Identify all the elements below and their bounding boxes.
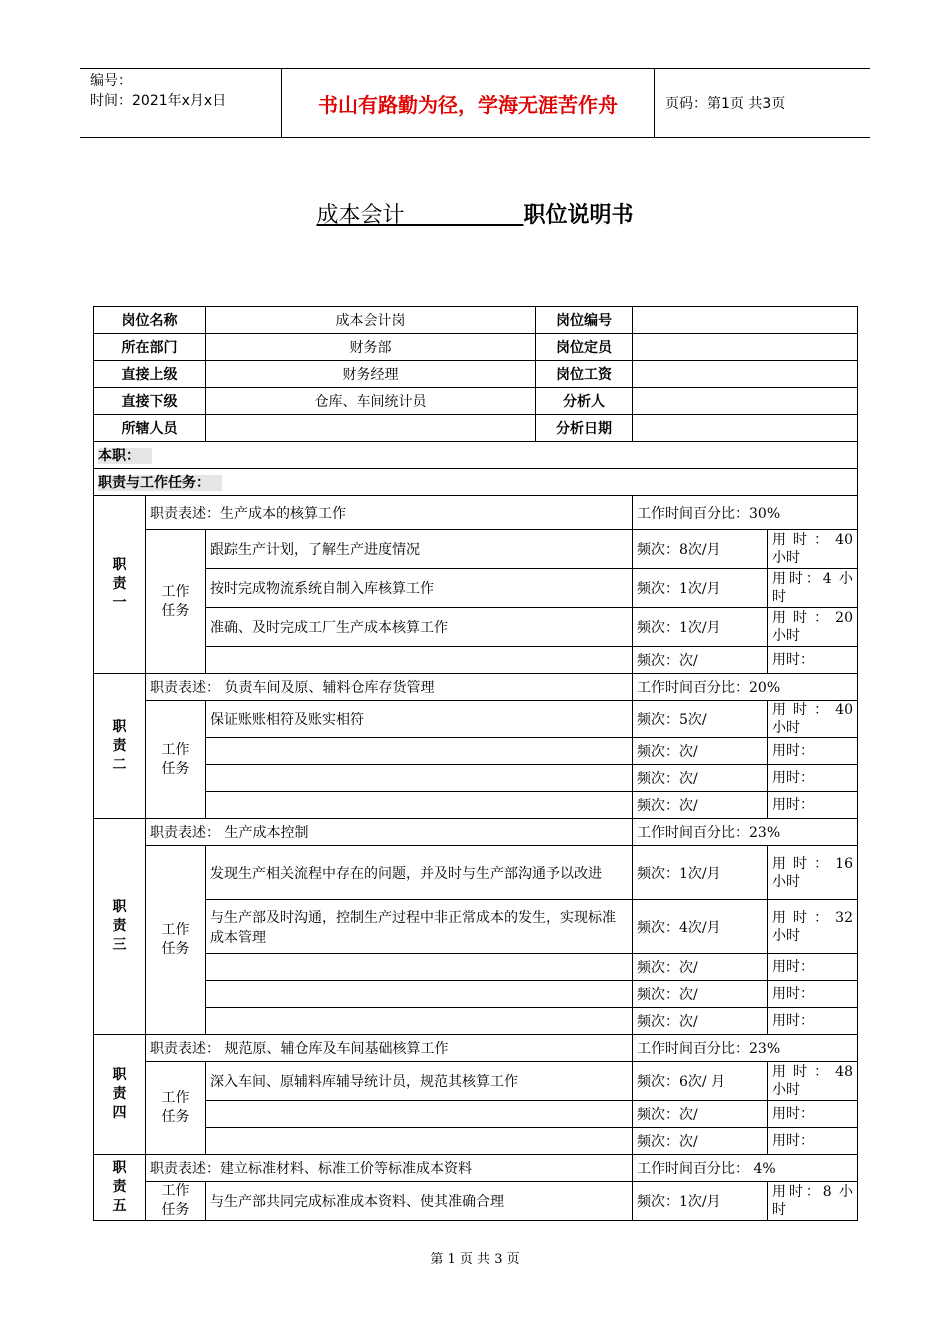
task-row xyxy=(94,1182,858,1221)
duty-description: 职责表述：生产成本的核算工作 xyxy=(146,496,633,530)
task-row xyxy=(94,1008,858,1035)
task-hours: 用时： xyxy=(768,954,858,981)
duties-label: 职责与工作任务： xyxy=(98,475,222,491)
duty-time-percent: 工作时间百分比：23% xyxy=(633,819,858,846)
task-hours: 用 时 ： 48小时 xyxy=(768,1062,858,1101)
task-text: 保证账账相符及账实相符 xyxy=(206,701,633,738)
duty-description: 职责表述：建立标准材料、标准工价等标准成本资料 xyxy=(146,1155,633,1182)
header-motto: 书山有路勤为径，学海无涯苦作舟 xyxy=(281,69,655,137)
task-row xyxy=(94,647,858,674)
task-row xyxy=(94,846,858,900)
task-frequency: 频次：8次/月 xyxy=(633,530,768,569)
task-frequency: 频次：次/ xyxy=(633,765,768,792)
task-row xyxy=(94,954,858,981)
task-frequency: 频次：次/ xyxy=(633,1128,768,1155)
task-text xyxy=(206,765,633,792)
info-value xyxy=(633,361,858,388)
info-label: 岗位工资 xyxy=(536,361,633,388)
task-frequency: 频次：5次/ xyxy=(633,701,768,738)
task-row xyxy=(94,981,858,1008)
task-hours: 用时： xyxy=(768,1128,858,1155)
task-label: 工作 任务 xyxy=(146,1062,206,1155)
task-row xyxy=(94,1128,858,1155)
task-frequency: 频次：1次/月 xyxy=(633,1182,768,1221)
info-row xyxy=(94,361,858,388)
info-label: 所在部门 xyxy=(94,334,206,361)
page-footer: 第 1 页 共 3 页 xyxy=(430,1252,520,1267)
task-hours: 用 时 ： 20小时 xyxy=(768,608,858,647)
duty-time-percent: 工作时间百分比： 4% xyxy=(633,1155,858,1182)
info-value: 财务部 xyxy=(206,334,536,361)
info-label: 直接下级 xyxy=(94,388,206,415)
task-hours: 用时： xyxy=(768,981,858,1008)
info-value xyxy=(633,388,858,415)
task-frequency: 频次：次/ xyxy=(633,1101,768,1128)
task-frequency: 频次：4次/月 xyxy=(633,900,768,954)
task-text: 跟踪生产计划，了解生产进度情况 xyxy=(206,530,633,569)
summary-label: 本职： xyxy=(98,448,152,464)
duty-time-percent: 工作时间百分比：23% xyxy=(633,1035,858,1062)
info-row xyxy=(94,388,858,415)
task-frequency: 频次：1次/月 xyxy=(633,608,768,647)
info-row xyxy=(94,415,858,442)
title-doc: 职位说明书 xyxy=(523,203,634,228)
info-value: 财务经理 xyxy=(206,361,536,388)
info-label: 岗位定员 xyxy=(536,334,633,361)
info-value xyxy=(633,415,858,442)
task-hours: 用时： xyxy=(768,1008,858,1035)
task-hours: 用时：8 小时 xyxy=(768,1182,858,1221)
duty-time-percent: 工作时间百分比：30% xyxy=(633,496,858,530)
job-description-table xyxy=(93,306,858,1221)
duty-name: 职 责 五 xyxy=(94,1155,146,1221)
task-text: 深入车间、原辅料库辅导统计员，规范其核算工作 xyxy=(206,1062,633,1101)
duty-description: 职责表述： 负责车间及原、辅料仓库存货管理 xyxy=(146,674,633,701)
task-text: 与生产部共同完成标准成本资料、使其准确合理 xyxy=(206,1182,633,1221)
task-text xyxy=(206,1008,633,1035)
task-label: 工作 任务 xyxy=(146,846,206,1035)
task-hours: 用 时 ： 32小时 xyxy=(768,900,858,954)
task-hours: 用 时 ： 40小时 xyxy=(768,530,858,569)
task-label: 工作 任务 xyxy=(146,530,206,674)
task-row xyxy=(94,569,858,608)
task-frequency: 频次：次/ xyxy=(633,954,768,981)
task-text xyxy=(206,738,633,765)
task-hours: 用时： xyxy=(768,1101,858,1128)
task-hours: 用时： xyxy=(768,647,858,674)
duty-time-percent: 工作时间百分比：20% xyxy=(633,674,858,701)
task-text xyxy=(206,647,633,674)
duty-name: 职 责 四 xyxy=(94,1035,146,1155)
task-row xyxy=(94,701,858,738)
task-hours: 用时：4 小时 xyxy=(768,569,858,608)
task-text xyxy=(206,954,633,981)
doc-number-label: 编号： xyxy=(90,73,132,89)
info-label: 分析人 xyxy=(536,388,633,415)
task-text xyxy=(206,981,633,1008)
info-row xyxy=(94,334,858,361)
task-row xyxy=(94,900,858,954)
task-text: 与生产部及时沟通，控制生产过程中非正常成本的发生，实现标准成本管理 xyxy=(206,900,633,954)
task-frequency: 频次：次/ xyxy=(633,647,768,674)
page-title xyxy=(0,198,950,229)
task-row xyxy=(94,608,858,647)
task-row xyxy=(94,1062,858,1101)
info-value: 仓库、车间统计员 xyxy=(206,388,536,415)
info-value xyxy=(633,307,858,334)
title-position: 成本会计 xyxy=(316,203,405,228)
duty-name: 职 责 三 xyxy=(94,819,146,1035)
task-frequency: 频次：次/ xyxy=(633,1008,768,1035)
duty-name: 职 责 一 xyxy=(94,496,146,674)
task-text xyxy=(206,1128,633,1155)
task-hours: 用 时 ： 40小时 xyxy=(768,701,858,738)
task-row xyxy=(94,738,858,765)
task-text xyxy=(206,1101,633,1128)
info-label: 分析日期 xyxy=(536,415,633,442)
info-value xyxy=(206,415,536,442)
info-value: 成本会计岗 xyxy=(206,307,536,334)
header-page-info: 页码：第1页 共3页 xyxy=(665,96,786,112)
task-row xyxy=(94,1101,858,1128)
task-label: 工作 任务 xyxy=(146,701,206,819)
summary-row xyxy=(94,442,858,469)
duty-description: 职责表述： 规范原、辅仓库及车间基础核算工作 xyxy=(146,1035,633,1062)
duty-description: 职责表述： 生产成本控制 xyxy=(146,819,633,846)
duties-header-row xyxy=(94,469,858,496)
task-text: 按时完成物流系统自制入库核算工作 xyxy=(206,569,633,608)
task-hours: 用 时 ： 16小时 xyxy=(768,846,858,900)
info-label: 岗位编号 xyxy=(536,307,633,334)
doc-date-label: 时间：2021年x月x日 xyxy=(90,93,227,109)
task-frequency: 频次：6次/ 月 xyxy=(633,1062,768,1101)
task-frequency: 频次：1次/月 xyxy=(633,569,768,608)
task-hours: 用时： xyxy=(768,765,858,792)
task-row xyxy=(94,765,858,792)
header-left xyxy=(80,69,280,137)
task-text xyxy=(206,792,633,819)
info-label: 岗位名称 xyxy=(94,307,206,334)
task-frequency: 频次：次/ xyxy=(633,792,768,819)
task-frequency: 频次：次/ xyxy=(633,738,768,765)
task-hours: 用时： xyxy=(768,738,858,765)
info-label: 所辖人员 xyxy=(94,415,206,442)
info-label: 直接上级 xyxy=(94,361,206,388)
duty-name: 职 责 二 xyxy=(94,674,146,819)
task-text: 准确、及时完成工厂生产成本核算工作 xyxy=(206,608,633,647)
task-label: 工作 任务 xyxy=(146,1182,206,1221)
task-row xyxy=(94,792,858,819)
page-header xyxy=(80,68,870,138)
task-frequency: 频次：1次/月 xyxy=(633,846,768,900)
task-hours: 用时： xyxy=(768,792,858,819)
info-row xyxy=(94,307,858,334)
task-frequency: 频次：次/ xyxy=(633,981,768,1008)
task-row xyxy=(94,530,858,569)
info-value xyxy=(633,334,858,361)
task-text: 发现生产相关流程中存在的问题，并及时与生产部沟通予以改进 xyxy=(206,846,633,900)
